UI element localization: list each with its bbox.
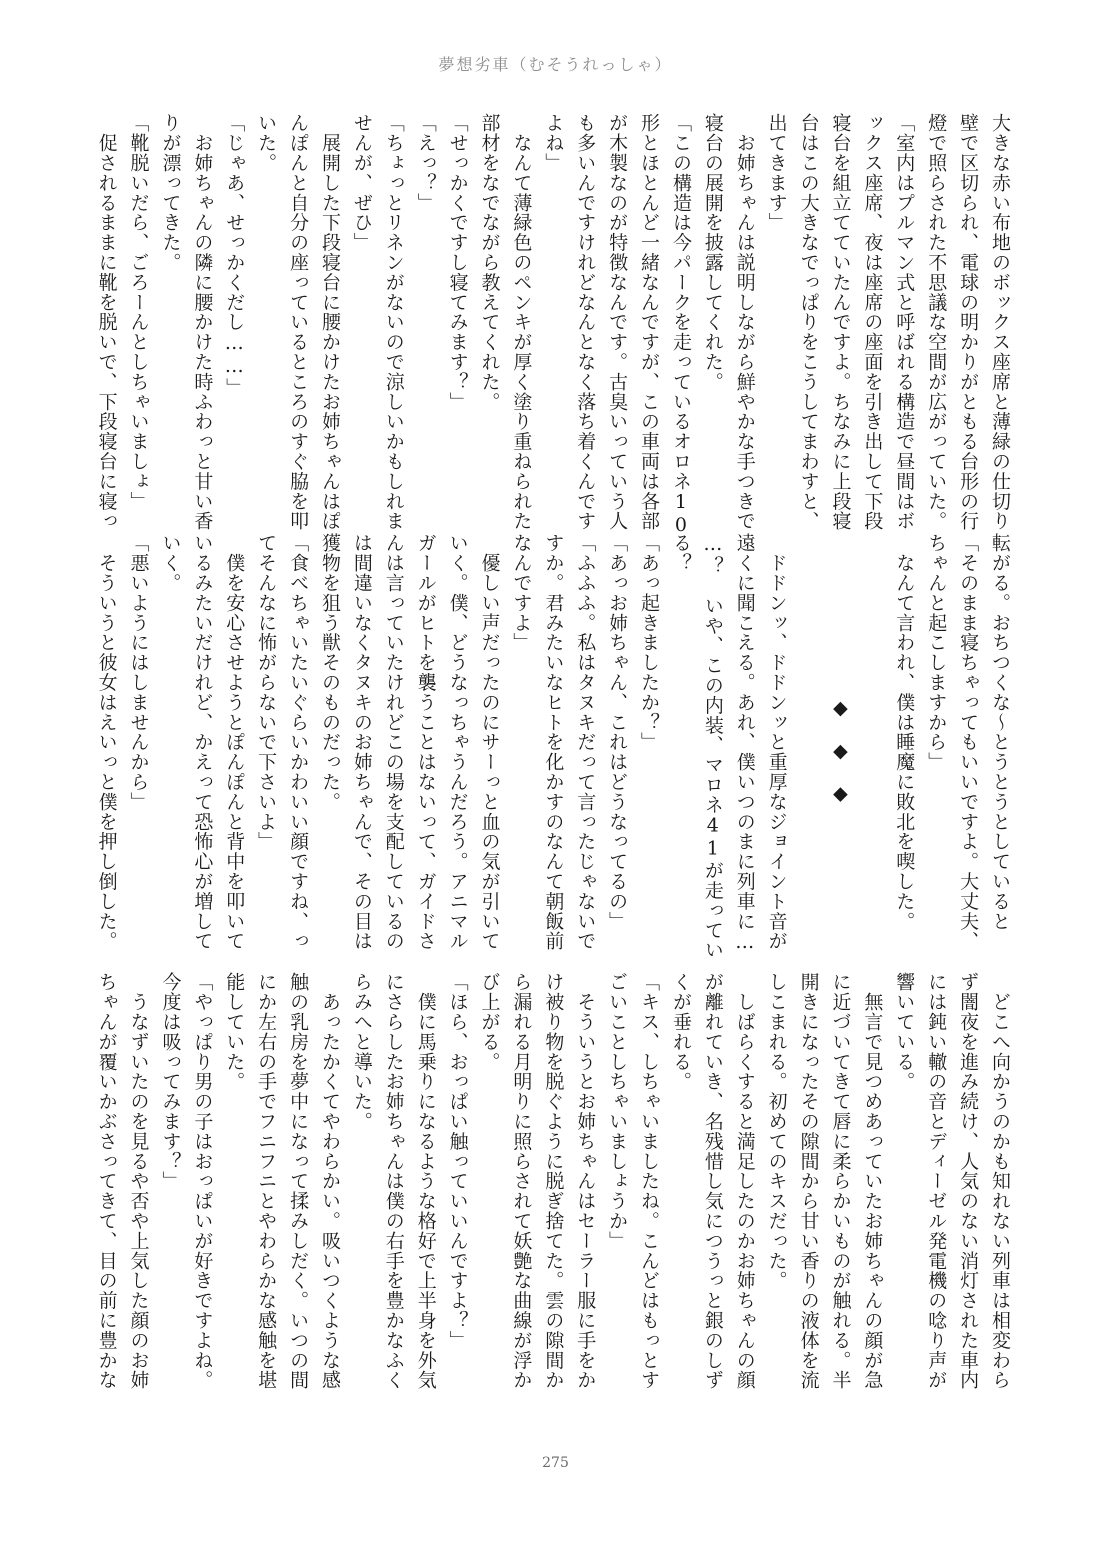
text-line: よね」 [542,113,565,173]
text-line [792,533,824,970]
text-line: 「悪いようにはしませんから」 [127,533,150,812]
text-line: 転がる。おちつくな～とうとうとしていると [989,533,1011,931]
text-line: 「やっぱり男の子はおっぱいが好きですよね。 [191,972,214,1390]
text-line: 「そのまま寝ちゃってもいいですよ。大丈夫、 [957,533,980,951]
text-block-middle [95,533,1015,970]
text-line: 「靴脱いだら、ごろーんとしちゃいましょ」 [127,113,150,511]
text-line: んぽんと自分の座っているところのすぐ脇を叩 [287,113,310,531]
text-line: 促されるままに靴を脱いで、下段寝台に寝っ [95,113,118,531]
text-line [855,533,887,970]
text-line: 「キス、しちゃいましたね。こんどはもっとす [638,972,661,1390]
text-line: いく。 [159,533,182,593]
text-line: 「じゃあ、せっかくだし……」 [223,113,246,398]
text-line: せんが、ぜひ」 [350,113,373,253]
text-line: 寝台の展開を披露してくれた。 [701,113,724,392]
text-line: 「この構造は今パークを走っているオロネ10 [669,113,692,537]
text-line: くが垂れる。 [669,972,692,1092]
text-line: ず闇夜を進み続け、人気のない消灯された車内 [957,972,980,1390]
text-line: 出てきます」 [765,113,788,233]
text-line: は間違いなくタヌキのお姉ちゃんで、その目は [350,533,373,951]
text-line: 「あっ起きましたか？」 [638,533,661,752]
text-line: 寝台を組立てていたんですよ。ちなみに上段寝 [829,113,852,531]
text-line: 壁で区切られ、電球の明かりがともる台形の行 [957,113,980,531]
text-line: 燈で照らされた不思議な空間が広がっていた。 [925,113,948,531]
text-line: 能していた。 [223,972,246,1092]
text-line: いるみたいだけれど、かえって恐怖心が増して [191,533,214,951]
text-line: 形とほとんど一緒なんですが、この車両は各部 [638,113,661,531]
text-line: うなずいたのを見るや否や上気した顔のお姉 [127,972,150,1390]
text-line: 「ちょっとリネンがないので涼しいかもしれま [382,113,405,531]
text-line: 「ほら、おっぱい触っていいんですよ？」 [446,972,469,1351]
text-line: いた。 [255,113,278,173]
text-line: お姉ちゃんの隣に腰かけた時ふわっと甘い香 [191,113,214,531]
text-line: が離れていき、名残惜し気につうっと銀のしず [701,972,724,1390]
text-line: 「せっかくですし寝てみます？」 [446,113,469,412]
text-line: には鈍い轍の音とディーゼル発電機の唸り声が [925,972,948,1390]
text-line: 優しい声だったのにサーっと血の気が引いて [478,533,501,951]
text-line: 触の乳房を夢中になって揉みしだく。いつの間 [287,972,310,1390]
text-line: 僕を安心させようとぽんぽんと背中を叩いて [223,533,246,951]
text-line: ちゃんが覆いかぶさってきて、目の前に豊かな [95,972,118,1390]
text-line: 「食べちゃいたいぐらいかわいい顔ですね、っ [287,533,310,951]
text-line: にか左右の手でフニフニとやわらかな感触を堪 [255,972,278,1390]
text-line: び上がる。 [478,972,501,1072]
text-line: 「あっお姉ちゃん、これはどうなってるの」 [606,533,629,931]
text-line: そういうと彼女はえいっと僕を押し倒した。 [95,533,118,951]
text-line: に近づいてきて唇に柔らかいものが触れる。半 [829,972,852,1390]
text-line: んは言っていたけれどこの場を支配しているの [382,533,405,951]
text-line: しこまれる。初めてのキスだった。 [765,972,788,1291]
text-line: 遠くに聞こえる。あれ、僕いつのまに列車に… [733,533,756,954]
text-line: …？ いや、この内装、マロネ41が走ってい [701,533,724,960]
text-line: すか。君みたいなヒトを化かすのなんて朝飯前 [542,533,565,951]
text-line: ら漏れる月明りに照らされて妖艶な曲線が浮か [510,972,533,1390]
text-line: 僕に馬乗りになるような格好で上半身を外気 [414,972,437,1390]
text-block-bottom [95,972,1015,1409]
text-line: 部材をなでながら教えてくれた。 [478,113,501,412]
text-line: 「ふふふ。私はタヌキだって言ったじゃないで [574,533,597,951]
text-line: なんて言われ、僕は睡魔に敗北を喫した。 [893,533,916,931]
text-line: け被り物を脱ぐように脱ぎ捨てた。雲の隙間か [542,972,565,1390]
text-line: 今度は吸ってみます？」 [159,972,182,1191]
text-line: が木製なのが特徴なんです。古臭いっていう人 [606,113,629,531]
text-line: お姉ちゃんは説明しながら鮮やかな手つきで [733,113,756,531]
text-line: 「えっ？」 [414,113,437,213]
text-line: る？ [669,533,692,573]
text-line: ちゃんと起こしますから」 [925,533,948,772]
text-line: 大きな赤い布地のボックス座席と薄緑の仕切り [989,113,1011,531]
text-line: 開きになったその隙間から甘い香りの液体を流 [797,972,820,1390]
text-block-top [95,113,1015,550]
running-header: 夢想劣車（むそうれっしゃ） [438,55,673,74]
text-line: 展開した下段寝台に腰かけたお姉ちゃんはぽ [318,113,341,531]
text-line: ガールがヒトを襲うことはないって、ガイドさ [414,533,437,951]
text-line: なんて薄緑色のペンキが厚く塗り重ねられた [510,113,533,531]
text-line: にさらしたお姉ちゃんは僕の右手を豊かなふく [382,972,405,1390]
text-line: 台はこの大きなでっぱりをこうしてまわすと、 [797,113,820,531]
text-line: あったかくてやわらかい。吸いつくような感 [318,972,341,1390]
text-line: りが漂ってきた。 [159,113,182,273]
scene-break: ◆ ◆ ◆ [829,697,852,806]
text-line: なんですよ」 [510,533,533,653]
text-line: 響いている。 [893,972,916,1092]
text-line: そういうとお姉ちゃんはセーラー服に手をか [574,972,597,1390]
text-line: 「室内はプルマン式と呼ばれる構造で昼間はボ [893,113,916,531]
text-line: ックス座席、夜は座席の座面を引き出して下段 [861,113,884,531]
text-line: 無言で見つめあっていたお姉ちゃんの顔が急 [861,972,884,1390]
text-line: も多いんですけれどなんとなく落ち着くんです [574,113,597,531]
text-line: どこへ向かうのかも知れない列車は相変わら [989,972,1011,1390]
text-line: らみへと導いた。 [350,972,373,1132]
text-line: いく。僕、どうなっちゃうんだろう。アニマル [446,533,469,951]
text-line: しばらくすると満足したのかお姉ちゃんの顔 [733,972,756,1390]
text-line: 獲物を狙う獣そのものだった。 [318,533,341,812]
text-line: ごいことしちゃいましょうか」 [606,972,629,1251]
text-line: ドドンッ、ドドンッと重厚なジョイント音が [765,533,788,951]
page-number: 275 [542,1455,569,1471]
text-line: てそんなに怖がらないで下さいよ」 [255,533,278,852]
